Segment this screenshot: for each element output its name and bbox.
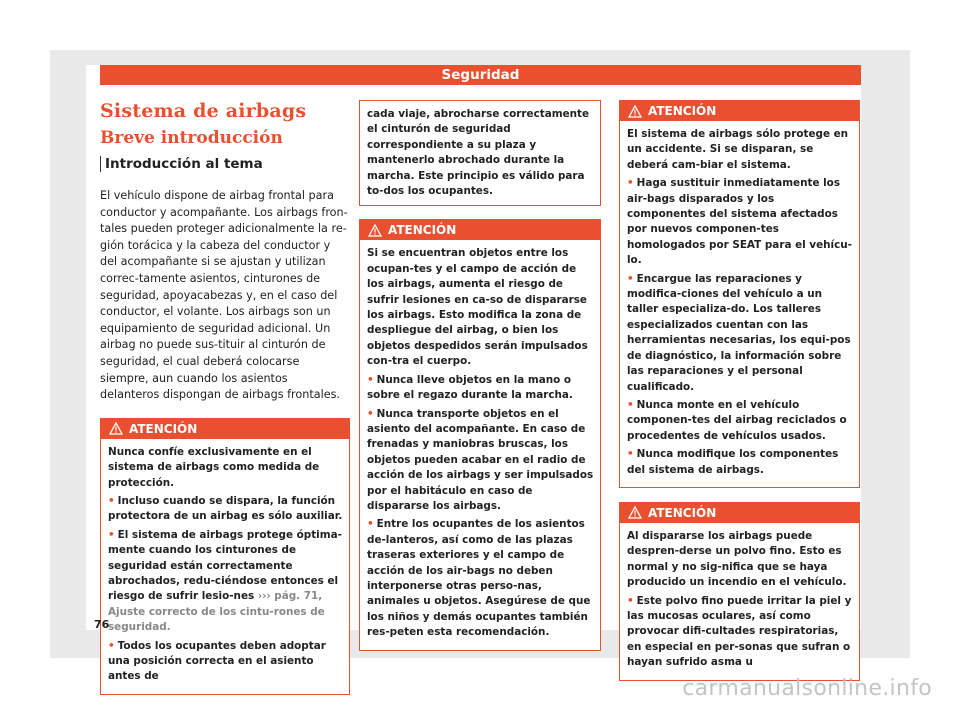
warning-triangle-icon [628, 506, 642, 519]
cross-reference-link[interactable]: ››› pág. 71, Ajuste correcto de los cintu-rones de seguridad. [108, 590, 325, 634]
warning-lead: Nunca confíe exclusivamente en el sistema de airbags como medida de protección. [108, 445, 320, 489]
warning-label: ATENCIÓN [388, 223, 457, 238]
bullet-dot: • [367, 518, 374, 531]
column-right [619, 100, 860, 681]
bullet-dot: • [627, 398, 634, 411]
warning-box-1 [100, 418, 350, 695]
warning-box-4 [619, 502, 860, 681]
warning-bullet: • Todos los ocupantes deben adoptar una posición correcta en el asiento antes de [108, 639, 326, 683]
watermark-text: carmanualsonline.info [682, 676, 932, 701]
bullet-dot: • [367, 373, 374, 386]
warning-bullet: • Nunca lleve objetos en la mano o sobre el regazo durante la marcha. [367, 373, 573, 402]
bullet-dot: • [627, 177, 634, 190]
bullet-dot: • [627, 272, 634, 285]
warning-label: ATENCIÓN [648, 104, 717, 118]
warning-bullet: • El sistema de airbags protege óptima-mente cuando los cinturones de seguridad están correctamente abrochados, redu-ciéndose entonces el riesgo de sufrir lesio-nes ››› pág. 71, Ajuste correcto de los cintu-rones de seguridad. [108, 528, 342, 634]
page-number: 76 [94, 618, 110, 631]
warning-triangle-icon [109, 422, 123, 435]
continuation-text: cada viaje, abrocharse correctamente el cinturón de seguridad correspondiente a su plaza y mantenerlo abrochado durante la marcha. Este principio es válido para to-dos los ocupantes. [367, 108, 590, 198]
warning-lead: Al dispararse los airbags puede despren-derse un polvo fino. Esto es normal y no sig-nifica que se haya producido un incendio en el vehículo. [627, 529, 847, 589]
page-title: Sistema de airbags [100, 100, 307, 122]
warning-bullet: • Nunca monte en el vehículo componen-tes del airbag reciclados o procedentes de vehículos usados. [627, 398, 847, 442]
warning-header [101, 419, 349, 439]
bullet-dot: • [108, 639, 115, 652]
warning-triangle-icon [628, 105, 642, 118]
warning-bullet: • Haga sustituir inmediatamente los air-bags disparados y los componentes del sistema afectados por nuevos componen-tes homologados por SEAT para el vehícu-lo. [627, 177, 852, 267]
warning-bullet: • Nunca modifique los componentes del sistema de airbags. [627, 448, 839, 476]
warning-body [101, 439, 349, 694]
page-subtitle: Breve introducción [100, 128, 283, 148]
warning-bullet: • Este polvo fino puede irritar la piel y las mucosas oculares, así como provocar difi-cultades respiratorias, en especial en per-sonas que sufran o hayan sufrido asma u [627, 594, 852, 669]
column-middle [359, 100, 601, 651]
warning-box-3 [619, 100, 860, 488]
warning-header [360, 220, 600, 240]
column-left [100, 100, 350, 695]
intro-paragraph: El vehículo dispone de airbag frontal para conductor y acompañante. Los airbags fron-tales pueden proteger adicionalmente la re-gión torácica y la cabeza del conductor y del acompañante si se ajustan y utilizan correc-tamente asientos, cinturones de seguridad, apoyacabezas y, en el caso del conductor, el volante. Los airbags son un equipamiento de seguridad adicional. Un airbag no puede sus-tituir al cinturón de seguridad, el cual deberá colocarse siempre, aun cuando los asientos delanteros dispongan de airbags frontales. [100, 189, 348, 402]
warning-body [620, 523, 859, 680]
warning-label: ATENCIÓN [129, 421, 198, 436]
warning-bullet: • Incluso cuando se dispara, la función protectora de un airbag es sólo auxiliar. [108, 494, 343, 523]
warning-bullet: • Encargue las reparaciones y modifica-ciones del vehículo a un taller especializa-do. Los talleres especializados cuentan con las herramientas necesarias, los equi-pos de diagnóstico, la información sobre las reparaciones y el personal cualificado. [627, 272, 851, 393]
warning-triangle-icon [368, 224, 382, 237]
section-header-bar: Seguridad [100, 65, 861, 85]
topic-heading: Introducción al tema [100, 156, 350, 172]
warning-header [620, 101, 859, 121]
bullet-dot: • [627, 594, 634, 607]
warning-lead: Si se encuentran objetos entre los ocupan-tes y el campo de acción de los airbags, aumenta el riesgo de sufrir lesiones en ca-so de dispararse los airbags. Esto modifica la zona de despliegue del airbag, o bien los objetos despedidos serán impulsados con-tra el cuerpo. [367, 247, 588, 368]
bullet-dot: • [627, 448, 634, 461]
bullet-dot: • [108, 494, 115, 507]
warning-bullet: • Entre los ocupantes de los asientos de-lanteros, así como de las plazas traseras exteriores y el campo de acción de los air-bags no deben interponerse otras perso-nas, animales u objetos. Asegúrese de que los niños y demás ocupantes también res-peten esta recomendación. [367, 518, 591, 639]
warning-body [360, 240, 600, 649]
warning-header [620, 503, 859, 523]
warning-label: ATENCIÓN [648, 505, 717, 520]
bullet-dot: • [367, 407, 374, 420]
warning-lead: El sistema de airbags sólo protege en un accidente. Si se disparan, se deberá cam-biar el sistema. [627, 128, 849, 171]
warning-body [620, 121, 859, 487]
warning-bullet: • Nunca transporte objetos en el asiento del acompañante. En caso de frenadas y maniobras bruscas, los objetos pueden acabar en el radio de acción de los airbags y ser impulsados por el habitáculo en caso de dispararse los airbags. [367, 407, 594, 512]
warning-continuation-box [359, 100, 601, 206]
warning-box-2 [359, 219, 601, 650]
bullet-dot: • [108, 528, 115, 541]
